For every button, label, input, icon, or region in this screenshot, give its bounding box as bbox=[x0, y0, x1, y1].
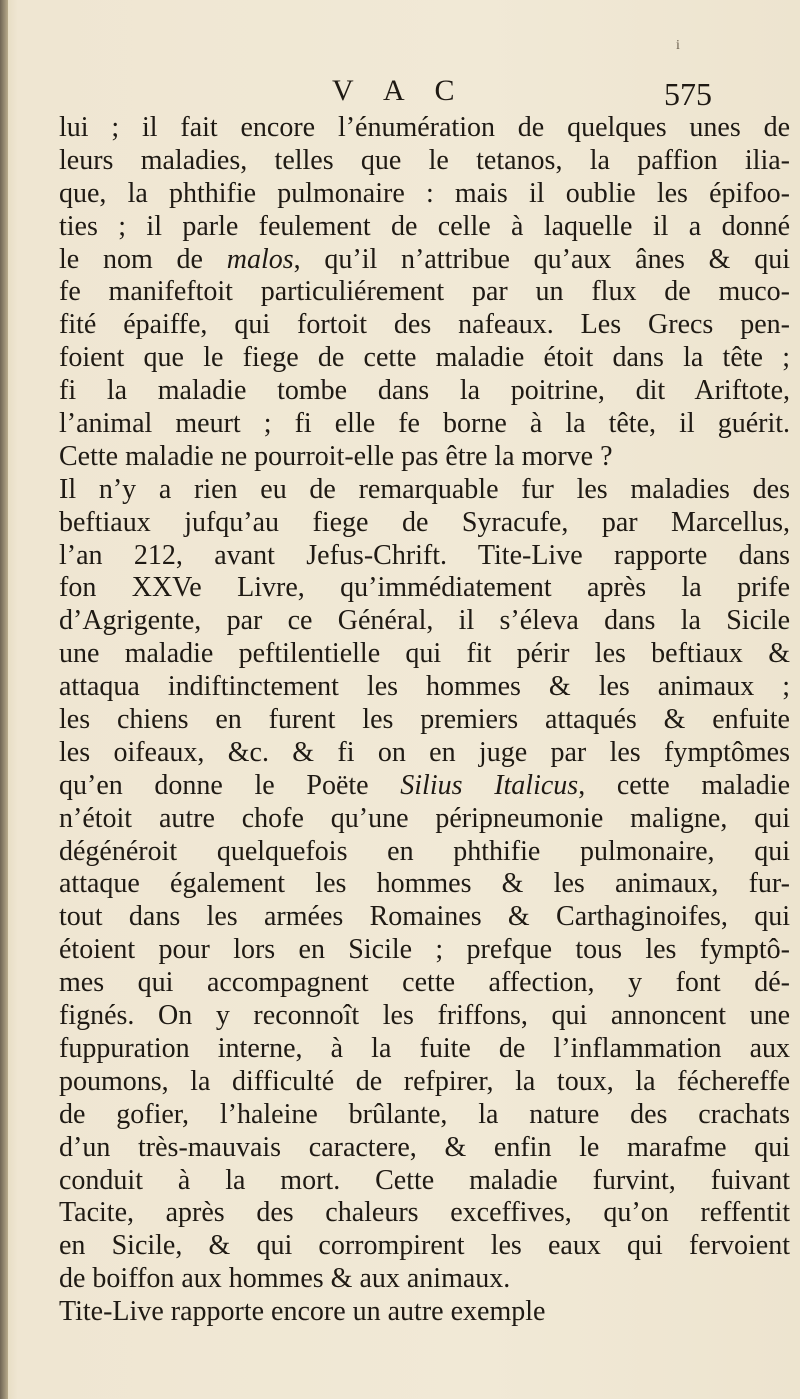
text-line: fe manifeftoit particuliérement par un flux de muco- bbox=[59, 276, 790, 308]
text-line: Cette maladie ne pourroit-elle pas être la morve ? bbox=[59, 440, 613, 472]
text-line: fon XXVe Livre, qu’immédiatement après la prife bbox=[59, 572, 790, 604]
text-line: conduit à la mort. Cette maladie furvint, fuivant bbox=[59, 1164, 790, 1196]
text-line: qu’en donne le Poëte Silius Italicus, cette maladie bbox=[59, 769, 790, 801]
text-line: l’an 212, avant Jefus-Chrift. Tite-Live rapporte dans bbox=[59, 539, 790, 571]
body-text bbox=[59, 112, 790, 1329]
text-line: leurs maladies, telles que le tetanos, la paffion ilia- bbox=[59, 144, 790, 176]
text-line: mes qui accompagnent cette affection, y font dé- bbox=[59, 967, 790, 999]
text-line: Tacite, après des chaleurs exceffives, qu’on reffentit bbox=[59, 1197, 790, 1229]
text-line: d’Agrigente, par ce Général, il s’éleva dans la Sicile bbox=[59, 605, 790, 637]
text-line: fité épaiffe, qui fortoit des nafeaux. Les Grecs pen- bbox=[59, 309, 790, 341]
page-number: 575 bbox=[664, 76, 712, 112]
text-line: lui ; il fait encore l’énumération de quelques unes de bbox=[59, 112, 790, 143]
text-line: n’étoit autre chofe qu’une péripneumonie maligne, qui bbox=[59, 802, 790, 834]
text-line: le nom de malos, qu’il n’attribue qu’aux ânes & qui bbox=[59, 243, 790, 275]
text-line: fi la maladie tombe dans la poitrine, dit Ariftote, bbox=[59, 375, 790, 407]
folio-mark: i bbox=[676, 38, 680, 53]
text-line: en Sicile, & qui corrompirent les eaux qui fervoient bbox=[59, 1230, 790, 1262]
text-line: fignés. On y reconnoît les friffons, qui annoncent une bbox=[59, 1000, 790, 1032]
text-line: attaqua indiftinctement les hommes & les animaux ; bbox=[59, 671, 790, 703]
text-line: d’un très-mauvais caractere, & enfin le marafme qui bbox=[59, 1131, 790, 1163]
text-line: dégénéroit quelquefois en phthifie pulmonaire, qui bbox=[59, 835, 790, 867]
text-line: fuppuration interne, à la fuite de l’inflammation aux bbox=[59, 1032, 790, 1064]
running-head bbox=[0, 74, 800, 114]
text-line: les oifeaux, &c. & fi on en juge par les fymptômes bbox=[59, 736, 790, 768]
text-line: beftiaux jufqu’au fiege de Syracufe, par Marcellus, bbox=[59, 506, 790, 538]
text-line: que, la phthifie pulmonaire : mais il oublie les épifoo- bbox=[59, 177, 790, 209]
text-line: Il n’y a rien eu de remarquable fur les maladies des bbox=[59, 473, 790, 505]
spine-shadow bbox=[0, 0, 8, 1399]
text-line: attaque également les hommes & les animaux, fur- bbox=[59, 868, 790, 900]
text-line: poumons, la difficulté de refpirer, la toux, la féchereffe bbox=[59, 1065, 790, 1097]
text-line: Tite-Live rapporte encore un autre exemple bbox=[59, 1296, 546, 1328]
text-line: l’animal meurt ; fi elle fe borne à la tête, il guérit. bbox=[59, 408, 790, 440]
text-line: foient que le fiege de cette maladie étoit dans la tête ; bbox=[59, 342, 790, 374]
text-line: ties ; il parle feulement de celle à laquelle il a donné bbox=[59, 210, 790, 242]
text-line: les chiens en furent les premiers attaqués & enfuite bbox=[59, 704, 790, 736]
text-line: de boiffon aux hommes & aux animaux. bbox=[59, 1263, 511, 1295]
running-head-title: V A C bbox=[332, 74, 467, 107]
text-line: de gofier, l’haleine brûlante, la nature des crachats bbox=[59, 1098, 790, 1130]
text-line: une maladie peftilentielle qui fit périr les beftiaux & bbox=[59, 638, 790, 670]
text-line: tout dans les armées Romaines & Carthaginoifes, qui bbox=[59, 901, 790, 933]
text-line: étoient pour lors en Sicile ; prefque tous les fymptô- bbox=[59, 934, 790, 966]
